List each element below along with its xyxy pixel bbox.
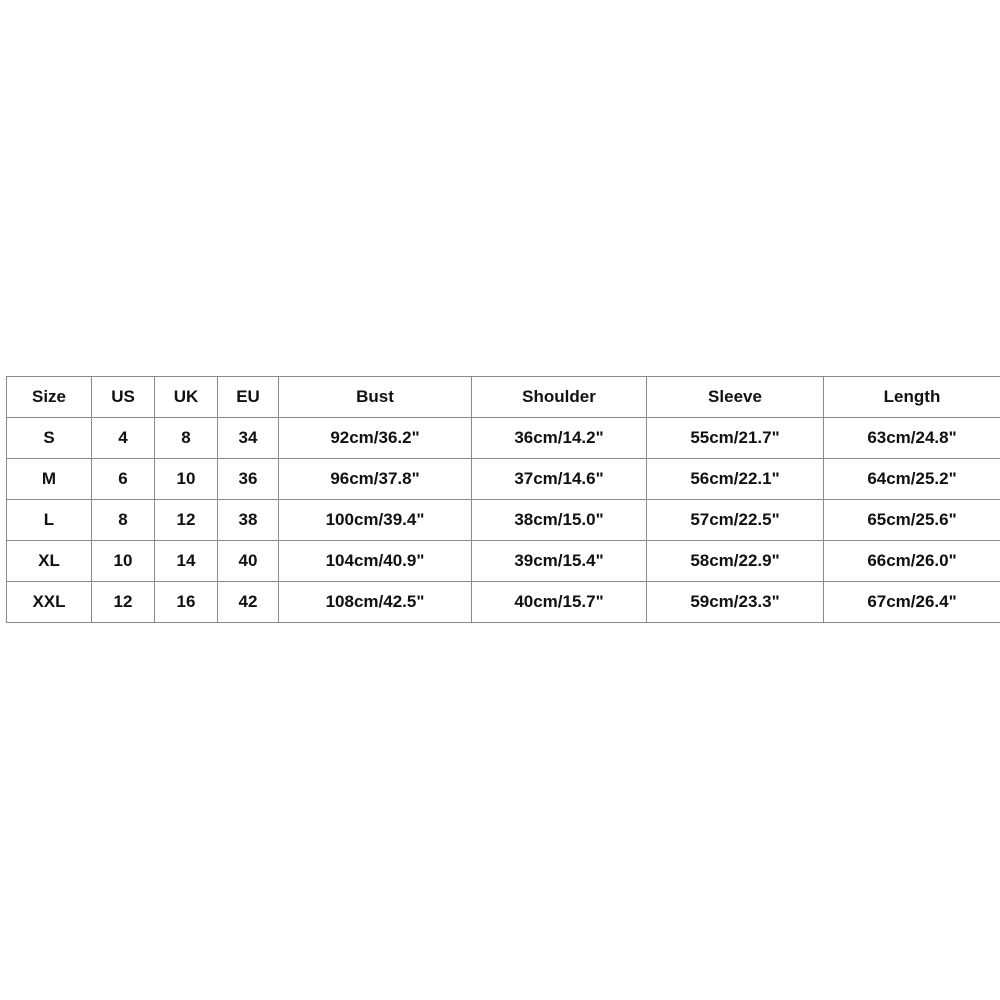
cell-us: 4 [92,418,155,459]
header-uk: UK [155,377,218,418]
cell-size: XXL [7,582,92,623]
cell-uk: 16 [155,582,218,623]
size-chart-header [7,377,1000,418]
cell-uk: 14 [155,541,218,582]
cell-shoulder: 37cm/14.6" [472,459,647,500]
cell-shoulder: 40cm/15.7" [472,582,647,623]
cell-shoulder: 36cm/14.2" [472,418,647,459]
table-row [7,582,1000,623]
cell-length: 67cm/26.4" [824,582,1000,623]
header-us: US [92,377,155,418]
table-row [7,459,1000,500]
cell-uk: 12 [155,500,218,541]
cell-us: 8 [92,500,155,541]
cell-sleeve: 58cm/22.9" [647,541,824,582]
header-row [7,377,1000,418]
cell-bust: 92cm/36.2" [279,418,472,459]
header-eu: EU [218,377,279,418]
cell-shoulder: 38cm/15.0" [472,500,647,541]
cell-uk: 10 [155,459,218,500]
cell-sleeve: 55cm/21.7" [647,418,824,459]
cell-length: 65cm/25.6" [824,500,1000,541]
cell-eu: 34 [218,418,279,459]
header-shoulder: Shoulder [472,377,647,418]
cell-eu: 40 [218,541,279,582]
cell-sleeve: 56cm/22.1" [647,459,824,500]
table-row [7,500,1000,541]
cell-length: 66cm/26.0" [824,541,1000,582]
size-chart-body [7,418,1000,623]
cell-bust: 104cm/40.9" [279,541,472,582]
cell-size: M [7,459,92,500]
cell-eu: 38 [218,500,279,541]
cell-uk: 8 [155,418,218,459]
cell-us: 6 [92,459,155,500]
cell-bust: 108cm/42.5" [279,582,472,623]
cell-eu: 42 [218,582,279,623]
cell-size: S [7,418,92,459]
table-row [7,541,1000,582]
cell-sleeve: 59cm/23.3" [647,582,824,623]
header-sleeve: Sleeve [647,377,824,418]
header-length: Length [824,377,1000,418]
cell-sleeve: 57cm/22.5" [647,500,824,541]
size-chart-table [6,376,1000,623]
cell-eu: 36 [218,459,279,500]
table-row [7,418,1000,459]
header-size: Size [7,377,92,418]
cell-bust: 100cm/39.4" [279,500,472,541]
cell-us: 12 [92,582,155,623]
cell-size: L [7,500,92,541]
cell-shoulder: 39cm/15.4" [472,541,647,582]
cell-length: 64cm/25.2" [824,459,1000,500]
cell-bust: 96cm/37.8" [279,459,472,500]
cell-size: XL [7,541,92,582]
header-bust: Bust [279,377,472,418]
cell-length: 63cm/24.8" [824,418,1000,459]
cell-us: 10 [92,541,155,582]
